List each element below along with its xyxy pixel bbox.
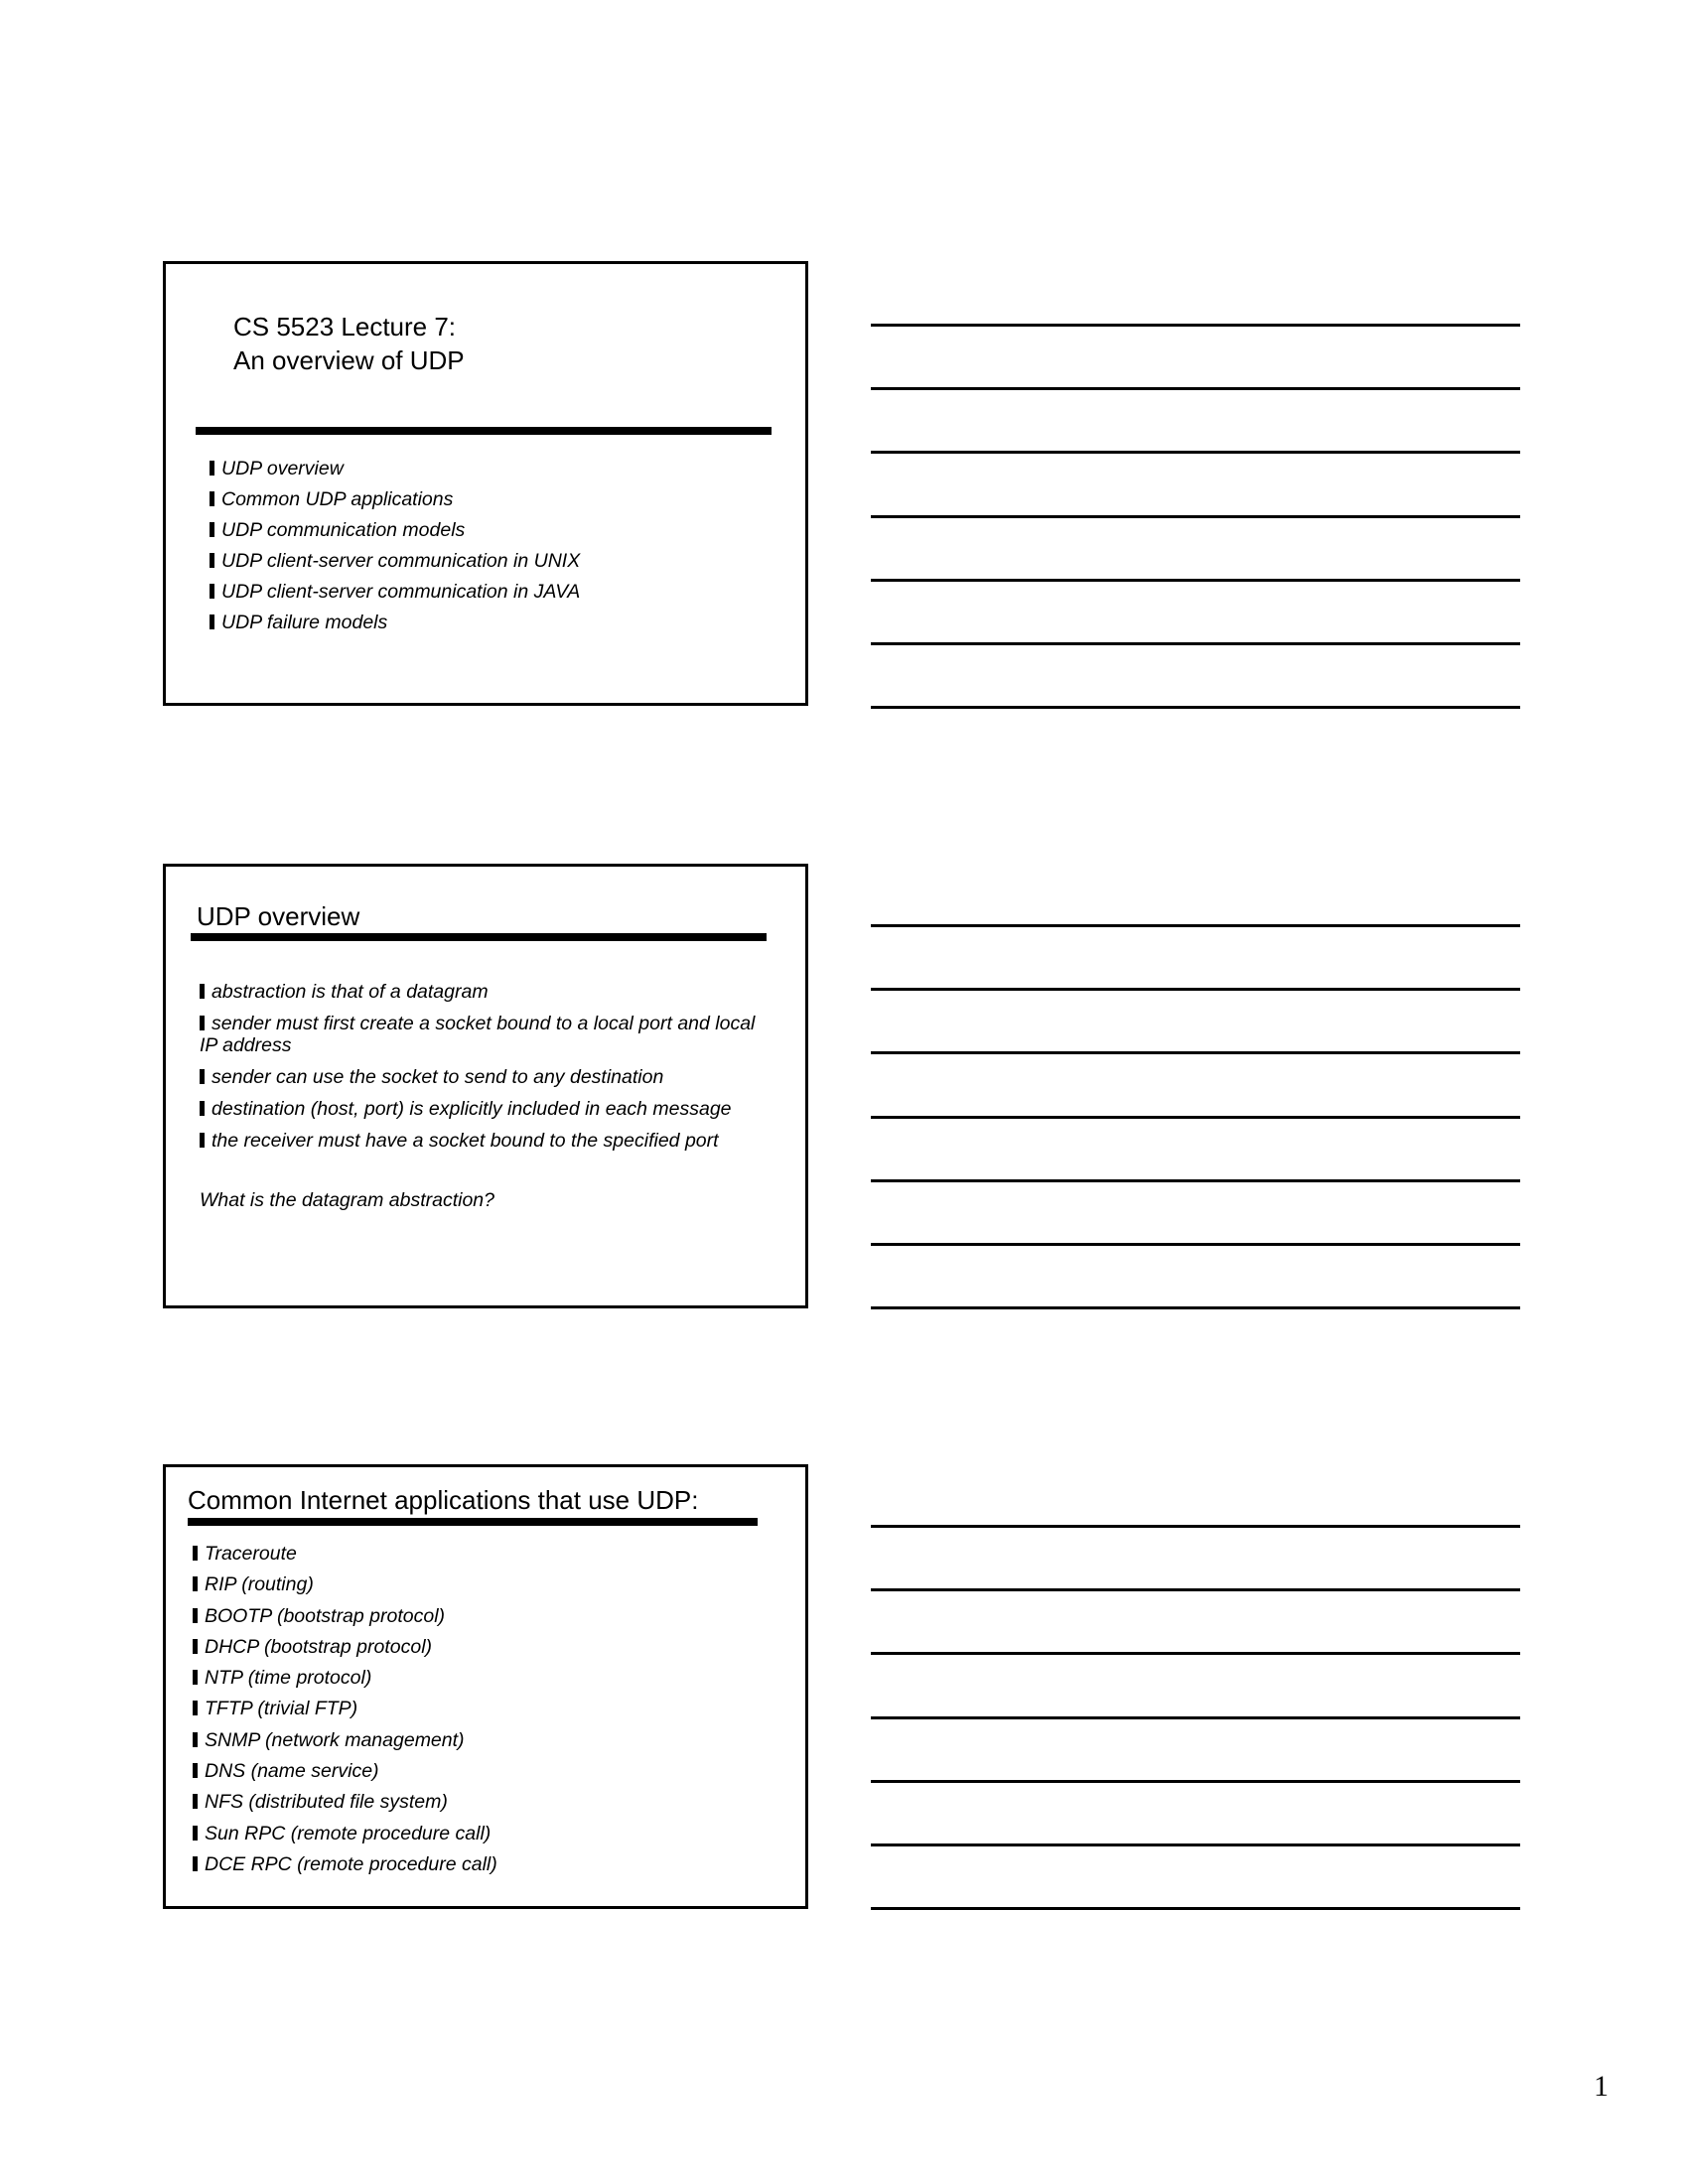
- bullet-item: Traceroute: [193, 1543, 497, 1565]
- bullet-item: TFTP (trivial FTP): [193, 1698, 497, 1719]
- slide-1-title-bar: [196, 427, 772, 435]
- slide-3-bullet-list: [193, 1543, 497, 1884]
- bullet-marker: [193, 1732, 198, 1747]
- slide-3-title-bar: [188, 1518, 758, 1526]
- bullet-item: abstraction is that of a datagram: [200, 981, 755, 1003]
- bullet-marker: [210, 553, 214, 568]
- bullet-marker: [210, 461, 214, 476]
- note-line: [871, 1907, 1520, 1910]
- bullet-marker: [210, 522, 214, 537]
- bullet-marker: [193, 1763, 198, 1778]
- bullet-marker: [200, 984, 205, 999]
- note-line: [871, 1116, 1520, 1119]
- bullet-item: SNMP (network management): [193, 1729, 497, 1751]
- note-line: [871, 324, 1520, 327]
- bullet-item: sender must first create a socket bound to a local port and local IP address: [200, 1013, 756, 1056]
- bullet-item: NTP (time protocol): [193, 1667, 497, 1689]
- note-line: [871, 706, 1520, 709]
- note-line: [871, 988, 1520, 991]
- note-line: [871, 1716, 1520, 1719]
- bullet-marker: [193, 1576, 198, 1591]
- slide-3: [163, 1464, 808, 1909]
- bullet-marker: [193, 1794, 198, 1809]
- bullet-marker: [200, 1133, 205, 1148]
- slide-2: [163, 864, 808, 1308]
- bullet-item: sender can use the socket to send to any destination: [200, 1066, 755, 1088]
- slide-2-question: What is the datagram abstraction?: [200, 1189, 494, 1211]
- bullet-marker: [200, 1101, 205, 1116]
- bullet-marker: [193, 1670, 198, 1685]
- bullet-item: NFS (distributed file system): [193, 1791, 497, 1813]
- bullet-item: Sun RPC (remote procedure call): [193, 1823, 497, 1844]
- note-line: [871, 1243, 1520, 1246]
- note-line: [871, 1652, 1520, 1655]
- slide-2-bullet-list: [200, 981, 755, 1161]
- bullet-item: UDP overview: [210, 458, 580, 479]
- bullet-marker: [200, 1069, 205, 1084]
- note-line: [871, 1051, 1520, 1054]
- bullet-item: UDP client-server communication in UNIX: [210, 550, 580, 572]
- slide-3-title: Common Internet applications that use UDP:: [188, 1485, 699, 1515]
- note-line: [871, 924, 1520, 927]
- note-line: [871, 1179, 1520, 1182]
- bullet-marker: [210, 614, 214, 629]
- note-line: [871, 1306, 1520, 1309]
- bullet-marker: [193, 1608, 198, 1623]
- bullet-marker: [200, 1016, 205, 1030]
- bullet-item: BOOTP (bootstrap protocol): [193, 1605, 497, 1627]
- bullet-item: UDP communication models: [210, 519, 580, 541]
- bullet-marker: [193, 1856, 198, 1871]
- bullet-item: RIP (routing): [193, 1573, 497, 1595]
- bullet-item: Common UDP applications: [210, 488, 580, 510]
- bullet-marker: [193, 1546, 198, 1561]
- bullet-marker: [210, 584, 214, 599]
- slide-1: [163, 261, 808, 706]
- bullet-marker: [193, 1639, 198, 1654]
- note-line: [871, 579, 1520, 582]
- slide-1-title: [233, 310, 465, 377]
- bullet-item: UDP failure models: [210, 612, 580, 633]
- note-line: [871, 1588, 1520, 1591]
- bullet-marker: [193, 1701, 198, 1715]
- bullet-continuation: IP address: [200, 1034, 292, 1056]
- slide-1-title-line-1: CS 5523 Lecture 7:: [233, 312, 457, 341]
- note-line: [871, 642, 1520, 645]
- note-line: [871, 1525, 1520, 1528]
- bullet-item: UDP client-server communication in JAVA: [210, 581, 580, 603]
- note-line: [871, 515, 1520, 518]
- bullet-item: destination (host, port) is explicitly included in each message: [200, 1098, 755, 1120]
- note-line: [871, 1843, 1520, 1846]
- note-line: [871, 451, 1520, 454]
- page-number: 1: [1594, 2070, 1609, 2103]
- bullet-item: DCE RPC (remote procedure call): [193, 1853, 497, 1875]
- note-line: [871, 387, 1520, 390]
- slide-1-bullet-list: [210, 458, 580, 642]
- bullet-item: DHCP (bootstrap protocol): [193, 1636, 497, 1658]
- bullet-marker: [193, 1826, 198, 1841]
- slide-2-title: UDP overview: [197, 901, 360, 931]
- slide-2-title-bar: [191, 933, 767, 941]
- bullet-item: the receiver must have a socket bound to the specified port: [200, 1130, 755, 1152]
- bullet-marker: [210, 491, 214, 506]
- slide-1-title-line-2: An overview of UDP: [233, 345, 465, 375]
- bullet-item: DNS (name service): [193, 1760, 497, 1782]
- note-line: [871, 1780, 1520, 1783]
